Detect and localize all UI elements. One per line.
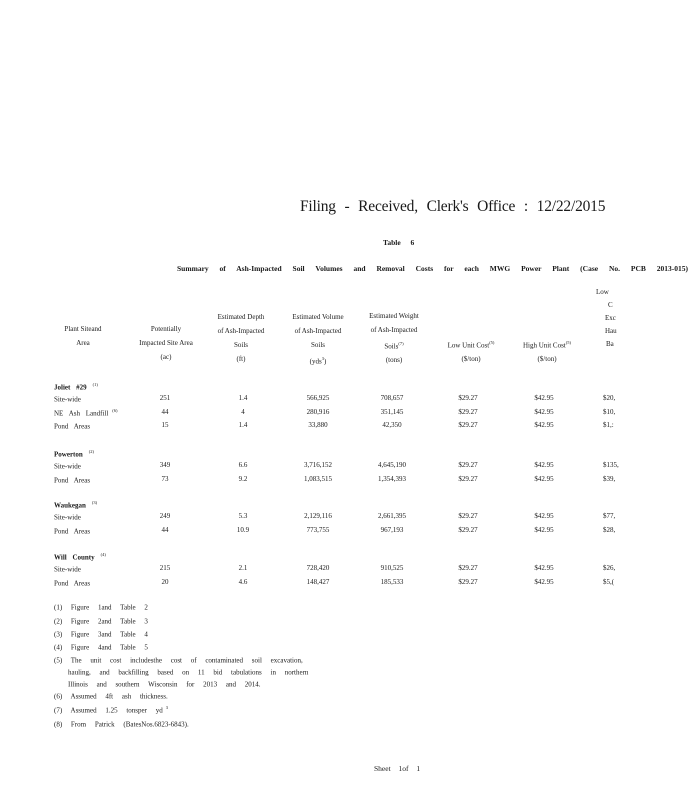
cell-weight: 910,525 bbox=[380, 564, 404, 572]
cell-weight: 2,661,395 bbox=[378, 512, 406, 520]
note-line: (1) Figure 1and Table 2 bbox=[54, 603, 148, 612]
note-line: (6) Assumed 4ft ash thickness. bbox=[54, 692, 168, 701]
cell-low: $29.27 bbox=[458, 525, 478, 534]
header-high-cost: High Unit Cost$^{(5)}$ ($/ton) bbox=[522, 340, 572, 364]
cell-weight: 42,350 bbox=[382, 421, 402, 429]
cell-area: 44 bbox=[161, 407, 169, 416]
volume-unit: (yds$^3$) bbox=[309, 356, 327, 366]
cell-area: 73 bbox=[161, 474, 169, 483]
row-label: Site-wide bbox=[54, 462, 81, 471]
cell-weight: 708,657 bbox=[380, 394, 404, 402]
header-volume: Estimated Volume of Ash-Impacted Soils (yds$^3$) bbox=[280, 310, 356, 368]
note-line: (2) Figure 2and Table 3 bbox=[54, 617, 148, 626]
cell-depth: 1.4 bbox=[238, 394, 248, 402]
cell-cost-partial: $28, bbox=[603, 525, 616, 534]
table-title: Summary of Ash-Impacted Soil Volumes and Removal Costs for each MWG Power Plant (Case No. PCB 2013-015) bbox=[177, 264, 688, 273]
cell-depth: 4 bbox=[241, 407, 245, 416]
cell-cost-partial: $5,( bbox=[603, 577, 615, 586]
group-heading: Waukegan $^{(3)}$ bbox=[54, 500, 98, 510]
group-heading: Powerton $^{(2)}$ bbox=[54, 449, 95, 459]
cell-high: $42.95 bbox=[534, 564, 554, 572]
header-plant: Plant Siteand Area bbox=[64, 325, 102, 347]
cell-cost-partial: $10, bbox=[603, 407, 616, 416]
cell-volume: 1,083,515 bbox=[304, 474, 332, 483]
cell-volume: 2,129,116 bbox=[304, 512, 332, 520]
header-cost-partial: Low C Exc Hau Ba bbox=[596, 288, 617, 348]
cell-low: $29.27 bbox=[458, 512, 478, 520]
cell-weight: 351,145 bbox=[380, 407, 404, 416]
filing-stamp: Filing - Received, Clerk's Office : 12/22/2015 bbox=[300, 198, 606, 215]
cell-high: $42.95 bbox=[534, 525, 554, 534]
cell-area: 15 bbox=[161, 421, 169, 429]
cell-volume: 280,916 bbox=[306, 407, 330, 416]
cell-high: $42.95 bbox=[534, 421, 554, 429]
cell-low: $29.27 bbox=[458, 407, 478, 416]
note-line: (5) The unit cost includesthe cost of contaminated soil excavation, bbox=[54, 656, 303, 665]
row-label: Pond Areas bbox=[54, 422, 91, 431]
cell-cost-partial: $1,: bbox=[603, 421, 614, 429]
header-low-cost: Low Unit Cost$^{(5)}$ ($/ton) bbox=[447, 340, 495, 364]
row-label: NE Ash Landfill $^{(6)}$ bbox=[54, 407, 118, 417]
cell-cost-partial: $135, bbox=[603, 461, 619, 469]
cell-high: $42.95 bbox=[534, 394, 554, 402]
cell-depth: 9.2 bbox=[238, 474, 248, 483]
cell-depth: 2.1 bbox=[238, 564, 248, 572]
cell-high: $42.95 bbox=[534, 407, 554, 416]
note-line: Illinois and southern Wisconsin for 2013 and 2014. bbox=[68, 680, 261, 689]
cell-volume: 33,880 bbox=[308, 421, 328, 429]
group-heading: Joliet #29 $^{(1)}$ bbox=[54, 382, 98, 392]
cell-depth: 1.4 bbox=[238, 421, 248, 429]
cell-high: $42.95 bbox=[534, 474, 554, 483]
cell-area: 44 bbox=[161, 525, 169, 534]
cell-high: $42.95 bbox=[534, 577, 554, 586]
cell-low: $29.27 bbox=[458, 564, 478, 572]
row-label: Pond Areas bbox=[54, 526, 91, 535]
sheet-footer: Sheet 1of 1 bbox=[374, 764, 421, 773]
cell-low: $29.27 bbox=[458, 461, 478, 469]
cell-volume: 773,755 bbox=[306, 525, 330, 534]
row-label: Site-wide bbox=[54, 513, 81, 522]
row-label: Pond Areas bbox=[54, 475, 91, 484]
cell-high: $42.95 bbox=[534, 461, 554, 469]
cell-volume: 148,427 bbox=[306, 577, 330, 586]
cell-area: 215 bbox=[159, 564, 171, 572]
row-label: Site-wide bbox=[54, 395, 81, 404]
cell-area: 251 bbox=[159, 394, 171, 402]
cell-depth: 6.6 bbox=[238, 461, 248, 469]
header-weight: Estimated Weight of Ash-Impacted Soils$^{(7)}$ (tons) bbox=[369, 312, 419, 365]
cell-depth: 5.3 bbox=[238, 512, 248, 520]
note-line: (4) Figure 4and Table 5 bbox=[54, 643, 148, 652]
note-line: hauling, and backfilling based on 11 bid tabulations in northern bbox=[68, 668, 309, 677]
cell-depth: 4.6 bbox=[238, 577, 248, 586]
table-number: Table 6 bbox=[383, 238, 415, 247]
cell-weight: 1,354,393 bbox=[378, 474, 406, 483]
note-line: (8) From Patrick (BatesNos.6823-6843). bbox=[54, 720, 189, 729]
cell-weight: 185,533 bbox=[380, 577, 404, 586]
cell-area: 349 bbox=[159, 461, 171, 469]
cell-area: 249 bbox=[159, 512, 171, 520]
row-label: Pond Areas bbox=[54, 578, 91, 587]
cell-area: 20 bbox=[161, 577, 169, 586]
cell-volume: 3,716,152 bbox=[304, 461, 332, 469]
cell-volume: 566,925 bbox=[306, 394, 330, 402]
cell-cost-partial: $20, bbox=[603, 394, 616, 402]
cell-low: $29.27 bbox=[458, 474, 478, 483]
cell-volume: 728,420 bbox=[306, 564, 330, 572]
header-area: Potentially Impacted Site Area (ac) bbox=[139, 325, 193, 361]
cell-cost-partial: $26, bbox=[603, 564, 616, 572]
cell-depth: 10.9 bbox=[236, 525, 250, 534]
cell-low: $29.27 bbox=[458, 577, 478, 586]
cell-low: $29.27 bbox=[458, 421, 478, 429]
row-label: Site-wide bbox=[54, 565, 81, 574]
note-line: (3) Figure 3and Table 4 bbox=[54, 630, 148, 639]
header-depth: Estimated Depth of Ash-Impacted Soils (ft) bbox=[217, 313, 265, 363]
note-line: (7) Assumed 1.25 tonsper yd $^3$ bbox=[54, 705, 168, 715]
cell-low: $29.27 bbox=[458, 394, 478, 402]
cell-weight: 4,645,190 bbox=[378, 461, 406, 469]
group-heading: Will County $^{(4)}$ bbox=[54, 552, 106, 562]
cell-cost-partial: $77, bbox=[603, 512, 616, 520]
cell-high: $42.95 bbox=[534, 512, 554, 520]
cell-cost-partial: $39, bbox=[603, 474, 616, 483]
cell-weight: 967,193 bbox=[380, 525, 404, 534]
